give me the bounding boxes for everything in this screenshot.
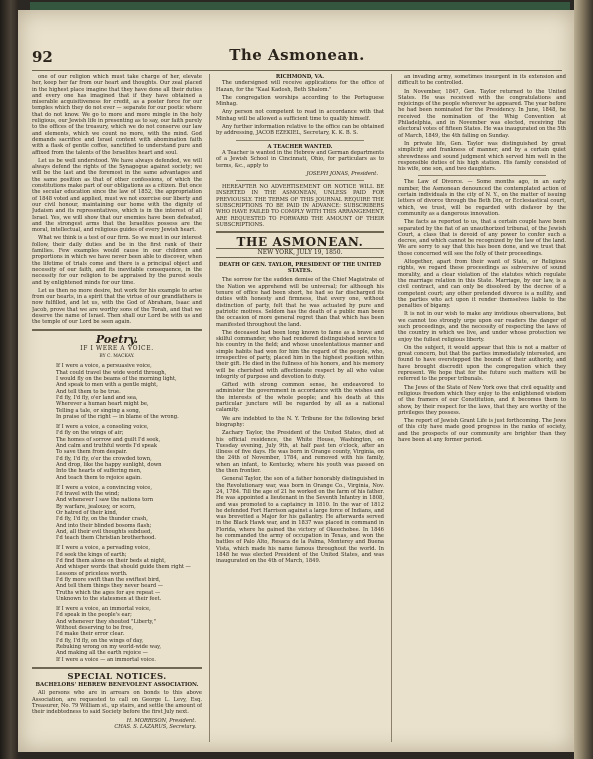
poem-line: And calm and truthful words I'd speak bbox=[56, 443, 157, 450]
section-divider bbox=[32, 667, 202, 669]
article-paragraph: one of our religion which must take charge of her, elevate her, keep her far from our heart and thoughts. Our zeal placed in the highest place imagine that they have done all their duties and every one has imagined that if they have obtained a miserable acquisitiveness for credit, as a poster force for our temples which they do not ever — separate for our poetic where that do not know. We go to more and more mingle in the holy religious, our Jewish life in presenting as to say, our faith purely to the offices of the treasury, which we do not conserve our law and elements, which we count no more, with the mind. God demands sacrifice and Israel content with abomination faith with a flask of gentle coffee, sanctified to understand pure and affixed from the talents of the Israelites heart and soul. bbox=[32, 74, 202, 156]
paper-date: NEW YORK, JULY 19, 1850. bbox=[216, 248, 384, 258]
paper-name: THE ASMONEAN. bbox=[236, 235, 364, 250]
article-paragraph: an invading army, sometimes insurgent in its extension and difficult to be controlled. bbox=[398, 74, 566, 87]
dateline: RICHMOND, VA. bbox=[275, 74, 325, 80]
article-paragraph: Gifted with strong common sense, he endeavored to administer the government in accordance with the wishes and the interests of the whole people; and his death at this particular juncture will be regarded by all as a national calamity. bbox=[216, 382, 384, 414]
poem-line: And whisper words that should guide them right — bbox=[56, 564, 191, 571]
poem-line: The homes of sorrow and guilt I'd seek, bbox=[56, 436, 161, 443]
page-header bbox=[32, 46, 562, 71]
poem-line: And speak to men with a gentle might, bbox=[56, 382, 158, 389]
article-paragraph: The facts as reported to us, that a certain couple have been separated by the fiat of an unauthorized tribunal, of the Jewish Court, a class that is devoid of any power to confer such a decree, and which cannot be recognized by the law of the land. We are sorry to say that this has been done, and we trust that those concerned will see the folly of their proceedings. bbox=[398, 219, 566, 257]
article-paragraph: Let us then no more desire, but work for his example to arise from our hearts, in a spirit that the virtue of our grandfathers is now fulfilled, and let us, with the God of Abraham, Isaac and Jacob, prove that we are worthy sons of the Torah, and that we deserve the name of Israel. Then shall our Lord be with us and the temple of our Lord be seen again. bbox=[32, 287, 202, 326]
notice-text: All persons who are in arrears on bonds to this above Association, are requested to call on George L. Levy, Esq. Treasurer, No. 79 William st., up stairs, and settle the amount of their indebtedness to said Society before the first July next. bbox=[32, 690, 202, 716]
divider bbox=[236, 140, 364, 141]
poem-line: Wherever a human heart might be, bbox=[56, 401, 149, 408]
poem-line: If I were a voice, an immortal voice, bbox=[56, 606, 151, 613]
section-divider bbox=[216, 231, 384, 233]
poem-title: IF I WERE A VOICE. bbox=[80, 344, 154, 352]
poem-line: Or hatred of their kind, bbox=[56, 510, 118, 516]
poem-line: I'd seek the kings of earth; bbox=[56, 551, 127, 558]
article-paragraph: The Jews of the State of New York owe that civil equality and religious freedom which they enjoy to the enlightened wisdom of the framers of our Constitution, and it becomes them to show, by their respect for the laws, that they are worthy of the privileges they possess. bbox=[398, 384, 566, 416]
special-notices-heading: SPECIAL NOTICES. bbox=[67, 671, 167, 682]
article-paragraph: On the subject, it would appear that this is not a matter of great concern, but that the parties immediately interested, are found to have overstepped the bounds of their authority, and have brought discredit upon the congregation which they represent. We hope that for the future such matters will be referred to the proper tribunals. bbox=[398, 344, 566, 383]
poetry-heading: Poetry. bbox=[95, 332, 139, 346]
poem-line: Unknown to the statesmen at their feet. bbox=[56, 595, 162, 602]
poem-line: Into the hearts of suffering men, bbox=[56, 468, 142, 475]
masthead: The Asmonean. bbox=[229, 46, 365, 64]
column-left bbox=[32, 74, 202, 742]
poem-line: In praise of the right — in blame of the wrong. bbox=[56, 413, 179, 420]
article-paragraph: The sorrow for the sudden demise of the Chief Magistrate of the Nation we apprehend will be universal; for although his tenure of office had been short, he had so far discharged its duties with honesty and firmness, that every one, without distinction of party, felt that he was actuated by pure and patriotic motives. Seldom has the death of a public man been the occasion of more general regret than that which has been manifested throughout the land. bbox=[216, 277, 384, 328]
subscription-notice: HEREAFTER NO ADVERTISEMENT OR NOTICE WILL BE INSERTED IN THE ASMONEAN, UNLESS PAID FOR PREVIOUSLY. THE TERMS OF THIS JOURNAL REQUIRE THE SUBSCRIPTIONS TO BE PAID IN ADVANCE: SUBSCRIBERS WHO HAVE FAILED TO COMPLY WITH THIS ARRANGEMENT, ARE REQUESTED TO FORWARD THE AMOUNT OF THEIR SUBSCRIPTIONS. bbox=[216, 184, 384, 228]
poem-line: By warfare, jealousy, or scorn, bbox=[56, 503, 136, 510]
poem-stanza bbox=[56, 485, 202, 542]
column-rule bbox=[209, 74, 210, 742]
article-paragraph: The deceased had been long known to fame as a brave and skilful commander, who had rendered distinguished service to his country in the field; and whose unostentatious manner and simple habits had won for him the regard of the people, who, irrespective of party, placed him in the highest position within their gift. He died in the fullness of his honors, and his memory will be cherished with affectionate respect by all who value integrity of purpose and devotion to duty. bbox=[216, 329, 384, 380]
notice-text: The undersigned will receive applications for the office of Hazan, for the "Kaal Kadosh, Beth Shalom." bbox=[216, 80, 384, 93]
page-edge bbox=[574, 0, 593, 759]
poem-line: And teach them to rejoice again. bbox=[56, 474, 142, 481]
poem-line: And drop, like the happy sunlight, down bbox=[56, 461, 162, 468]
poem-line: And into their blinded bosoms flash; bbox=[56, 522, 152, 529]
article-paragraph: In November, 1847, Gen. Taylor returned to the United States. He was received with the congratulations and rejoicings of the people wherever he appeared. The year before he had been nominated for the Presidency. In June, 1848, he received the nomination of the Whig Convention at Philadelphia, and in November was elected, receiving the electoral votes of fifteen States. He was inaugurated on the 5th of March, 1849, the 4th falling on Sunday. bbox=[398, 88, 566, 139]
poem-line: I'd fly, I'd fly, o'er the crowded town, bbox=[56, 455, 152, 462]
notice-secretary: CHAS. S. LAZARUS, Secretary. bbox=[114, 723, 196, 730]
notice-signature: JOSEPH JONAS, President. bbox=[306, 170, 378, 177]
article-heading: DEATH OF GEN. TAYLOR, PRESIDENT OF THE UNITED STATES. bbox=[218, 261, 382, 275]
column-right bbox=[398, 74, 566, 742]
article-paragraph: In private life, Gen. Taylor was distinguished by great simplicity and frankness of manner, and by a certain quiet shrewdness and sound judgment which served him well in the responsible duties of his high station. His family consisted of his wife, one son, and two daughters. bbox=[398, 140, 566, 173]
poem-line: And tell them to be true. bbox=[56, 388, 121, 395]
poem-line: Telling a tale, or singing a song, bbox=[56, 407, 141, 414]
poem-line: I'd make their error clear. bbox=[56, 631, 125, 638]
poem-line: I'd fly, I'd fly, on the wings of day, bbox=[56, 637, 144, 644]
page-number: 92 bbox=[32, 48, 53, 66]
poem-stanza bbox=[56, 363, 202, 420]
poem-author: BY C. MACKAY. bbox=[99, 354, 135, 360]
poem-line: Without deserving to be free, bbox=[56, 625, 134, 632]
divider bbox=[418, 175, 546, 176]
article-paragraph: The Law of Divorce. — Some months ago, in an early number, the Asmonean denounced the contemplated action of certain individuals in the city of N. Y., on the matter of issuing letters of divorce through the Beth Din, or Ecclesiastical court, which, we trust, will be regarded with disfavor by the community as a dangerous innovation. bbox=[398, 179, 566, 217]
poem-line: If I were a voice, a convincing voice, bbox=[56, 484, 153, 491]
poem-line: Rebuking wrong on my world-wide way, bbox=[56, 643, 162, 650]
poem-line: That could travel the wide world through, bbox=[56, 369, 167, 376]
poem-line: And, all their evil thoughts subdued, bbox=[56, 528, 152, 535]
poem-line: And making all the earth rejoice — bbox=[56, 650, 148, 657]
column-rule bbox=[391, 74, 392, 742]
teacher-heading: A TEACHER WANTED. bbox=[267, 143, 333, 150]
poem-line: And whenever they shouted "Liberty," bbox=[56, 618, 156, 625]
article-paragraph: General Taylor, the son of a father honorably distinguished in the Revolutionary war, was born in Orange Co., Virginia, Nov. 24, 1784. Till the age of 21 he worked on the farm of his father. He was appointed a lieutenant in the Seventh Infantry in 1808, and was promoted to a captaincy in 1810. In the war of 1812 he defended Fort Harrison against a large force of Indians, and was brevetted a Major for his gallantry. He afterwards served in the Black Hawk war, and in 1837 was placed in command in Florida, where he gained the victory of Okeechobee. In 1846 he commanded the army of occupation in Texas, and won the battles of Palo Alto, Resaca de la Palma, Monterey and Buena Vista, which made his name famous throughout the world. In 1848 he was elected President of the United States, and was inaugurated on the 4th of March, 1849. bbox=[216, 476, 384, 565]
article-paragraph: Zachary Taylor, the President of the United States, died at his official residence, the White House, Washington, on Tuesday evening, July 9th, at half past ten o'clock, after an illness of five days. He was born in Orange county, Virginia, on the 24th of November, 1784, and removed with his family, when an infant, to Kentucky, where his youth was passed on the then frontier. bbox=[216, 430, 384, 475]
poem-line: I'd find them alone on their beds at night, bbox=[56, 558, 166, 565]
section-divider bbox=[32, 329, 202, 331]
poem-line: I'd travel with the wind; bbox=[56, 491, 120, 498]
article-paragraph: The report of Jewish Grant Life is just forthcoming. The Jews of this city have made good progress in the ranks of society, and the prospects of our community are brighter than they have been at any former period. bbox=[398, 418, 566, 444]
poem-line: I'd fly, I'd fly, on the thunder crash, bbox=[56, 516, 148, 523]
article-paragraph: It is not in our wish to make any invidious observations, but we cannot too strongly urge upon our readers the danger of such proceedings, and the necessity of respecting the laws of the country in which we live, and under whose protection we enjoy the fullest religious liberty. bbox=[398, 311, 566, 343]
poem-line: If I were a voice, a persuasive voice, bbox=[56, 363, 152, 370]
poem-stanza bbox=[56, 424, 202, 481]
poem-stanza bbox=[56, 606, 202, 663]
poem-line: I'd teach them Christian brotherhood. bbox=[56, 535, 157, 542]
article-paragraph: Altogether, apart from their want of State, or Religious rights, we regard these proceedings as subversive of sound morality, and a clear violation of the statutes which regulate the marriage relation in this State. Marriage, by our law, is a civil contract, and can only be dissolved by the decree of a competent court; any other pretended divorce is a nullity, and the parties who act upon it render themselves liable to the penalties of bigamy. bbox=[398, 259, 566, 310]
poem-line: I'd speak in the people's ear; bbox=[56, 612, 132, 619]
poem-line: I'd fly more swift than the swiftest bird, bbox=[56, 576, 161, 583]
poem-line: I'd fly on the wings of air; bbox=[56, 430, 124, 437]
column-middle bbox=[216, 74, 384, 742]
poem-line: If I were a voice, a consoling voice, bbox=[56, 424, 149, 431]
poem-line: If I were a voice — an immortal voice. bbox=[56, 656, 156, 663]
notice-signature: H. MORRISON, President. bbox=[126, 717, 196, 724]
article-paragraph: We are indebted to the N. Y. Tribune for the following brief biography: bbox=[216, 415, 384, 428]
poem-stanza bbox=[56, 545, 202, 602]
notice-text: The congregation worships according to the Portuguese Minhag. bbox=[216, 94, 384, 108]
poem-line: And tell them things they never heard — bbox=[56, 583, 164, 590]
notice-text: A Teacher is wanted in the Hebrew and German departments of a Jewish School in Cincinnati, Ohio, for particulars as to terms, &c., apply to bbox=[216, 149, 384, 169]
poem-line: If I were a voice, a pervading voice, bbox=[56, 545, 151, 552]
poem-line: To save them from despair. bbox=[56, 449, 128, 456]
article-paragraph: What we think is a test of our firm. So we must in our interest follow, their daily duties and be in the first rank of their families. Few examples would cause in our children and proportions in which we have never been able to discover, when the lifetime of trials come and there is a principal object and necessity of our faith, and its inevitable consequence, in the necessity for our religion to be appraised by the purest souls and by enlightened minds for our time. bbox=[32, 235, 202, 286]
poem-line: Lessons of priceless worth. bbox=[56, 570, 128, 577]
poem-line: I would fly on the beams of the morning light, bbox=[56, 376, 177, 383]
poem-line: I'd fly, I'd fly, o'er land and sea, bbox=[56, 394, 138, 401]
poem-line: Truths which the ages for aye repeat — bbox=[56, 589, 161, 596]
notice-text: Any person not competent to read in accordance with that Minhag will be allowed a sufficient time to qualify himself. bbox=[216, 109, 384, 122]
notice-text: Any further information relative to the office can be obtained by addressing, JACOB EZEKIEL, Secretary, K. K. B. S. bbox=[216, 124, 384, 137]
divider bbox=[236, 180, 364, 181]
newspaper-page bbox=[18, 10, 574, 752]
article-paragraph: Let us be well understood. We have always defended, we will always defend the rights of the Synagogue against society; we will be the last and the foremost in the same advantages and the same position as that of other confessions, of which the constitutions make part of our obligations as a citizen. But once the secular education since the law of 1852, the appropriation of 1848 voted and applied, must we not exercise our liberty and our civil honour, maintaining our home with the dignity of Judaism and its representatives, which is in the interest of all Israel. Yes, we will show that our enemies have been defeated, and the strongest arms that the Israelites possess are the moral, intellectual, and religious guides of every Jewish heart. bbox=[32, 157, 202, 234]
notice-title: BACHELORS' HEBREW BENEVOLENT ASSOCIATION. bbox=[35, 682, 199, 689]
book-binding bbox=[0, 0, 18, 759]
poem-line: And whenever I saw the nations torn bbox=[56, 497, 154, 504]
